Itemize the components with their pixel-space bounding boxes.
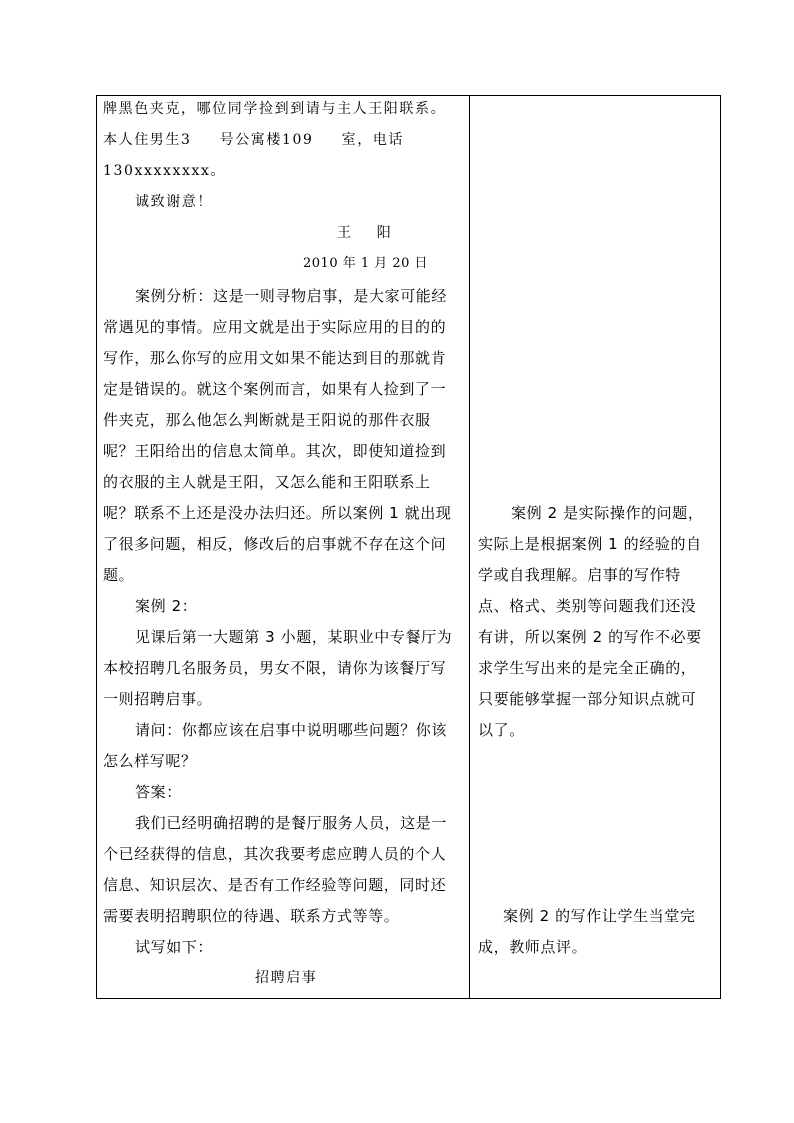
note1-line-1: 案例 2 是实际操作的问题， bbox=[511, 504, 704, 522]
case2-line-3: 一则招聘启事。 bbox=[103, 690, 213, 708]
answer-heading: 答案： bbox=[135, 783, 182, 801]
notice-line-2: 本人住男生3 号公寓楼109 室，电话 bbox=[103, 132, 405, 148]
note1-line-3: 学或自我理解。启事的写作特 bbox=[478, 566, 681, 584]
question-line-1: 请问：你都应该在启事中说明哪些问题？你该 bbox=[135, 721, 448, 739]
analysis-line-1: 案例分析：这是一则寻物启事，是大家可能经 bbox=[135, 287, 448, 305]
note1-line-6: 求学生写出来的是完全正确的， bbox=[478, 659, 697, 677]
analysis-line-9: 了很多问题，相反，修改后的启事就不存在这个问 bbox=[103, 535, 447, 553]
note2-line-1: 案例 2 的写作让学生当堂完 bbox=[503, 907, 696, 925]
case2-line-1: 见课后第一大题第 3 小题，某职业中专餐厅为 bbox=[135, 628, 453, 646]
note1-line-7: 只要能够掌握一部分知识点就可 bbox=[478, 690, 697, 708]
case2-line-2: 本校招聘几名服务员，男女不限，请你为该餐厅写 bbox=[103, 659, 447, 677]
trial-heading: 试写如下： bbox=[135, 938, 214, 956]
analysis-line-2: 常遇见的事情。应用文就是出于实际应用的目的的 bbox=[103, 318, 447, 336]
answer-line-3: 信息、知识层次、是否有工作经验等问题，同时还 bbox=[103, 876, 447, 894]
analysis-line-7: 的衣服的主人就是王阳，又怎么能和王阳联系上 bbox=[103, 473, 431, 491]
lesson-table bbox=[96, 95, 721, 999]
note2-line-2: 成，教师点评。 bbox=[478, 938, 588, 956]
note1-line-4: 点、格式、类别等问题我们还没 bbox=[478, 597, 697, 615]
left-column-content bbox=[97, 96, 469, 998]
question-line-2: 怎么样写呢？ bbox=[103, 752, 197, 770]
note1-line-8: 以了。 bbox=[478, 721, 525, 739]
note1-line-5: 有讲，所以案例 2 的写作不必要 bbox=[478, 628, 702, 646]
thanks-text: 诚致谢意！ bbox=[135, 194, 213, 210]
answer-line-2: 个已经获得的信息，其次我要考虑应聘人员的个人 bbox=[103, 845, 447, 863]
analysis-line-6: 呢？王阳给出的信息太简单。其次，即使知道捡到 bbox=[103, 442, 447, 460]
signature-name: 王 阳 bbox=[337, 225, 393, 241]
analysis-line-4: 定是错误的。就这个案例而言，如果有人捡到了一 bbox=[103, 380, 447, 398]
analysis-line-10: 题。 bbox=[103, 566, 135, 584]
analysis-line-5: 件夹克，那么他怎么判断就是王阳说的那件衣服 bbox=[103, 411, 431, 429]
notice-line-3: 130xxxxxxxx。 bbox=[103, 163, 227, 179]
analysis-line-8: 呢？联系不上还是没办法归还。所以案例 1 就出现 bbox=[103, 504, 452, 522]
notice-line-1: 牌黑色夹克，哪位同学捡到到请与主人王阳联系。 bbox=[103, 101, 447, 117]
right-column-content bbox=[470, 96, 720, 998]
answer-line-1: 我们已经明确招聘的是餐厅服务人员，这是一 bbox=[135, 814, 448, 832]
answer-line-4: 需要表明招聘职位的待遇、联系方式等等。 bbox=[103, 907, 400, 925]
recruit-title: 招聘启事 bbox=[255, 970, 318, 986]
signature-date: 2010 年 1 月 20 日 bbox=[303, 256, 429, 271]
case2-heading: 案例 2： bbox=[135, 597, 198, 615]
analysis-line-3: 写作，那么你写的应用文如果不能达到目的那就肯 bbox=[103, 349, 447, 367]
note1-line-2: 实际上是根据案例 1 的经验的自 bbox=[478, 535, 702, 553]
